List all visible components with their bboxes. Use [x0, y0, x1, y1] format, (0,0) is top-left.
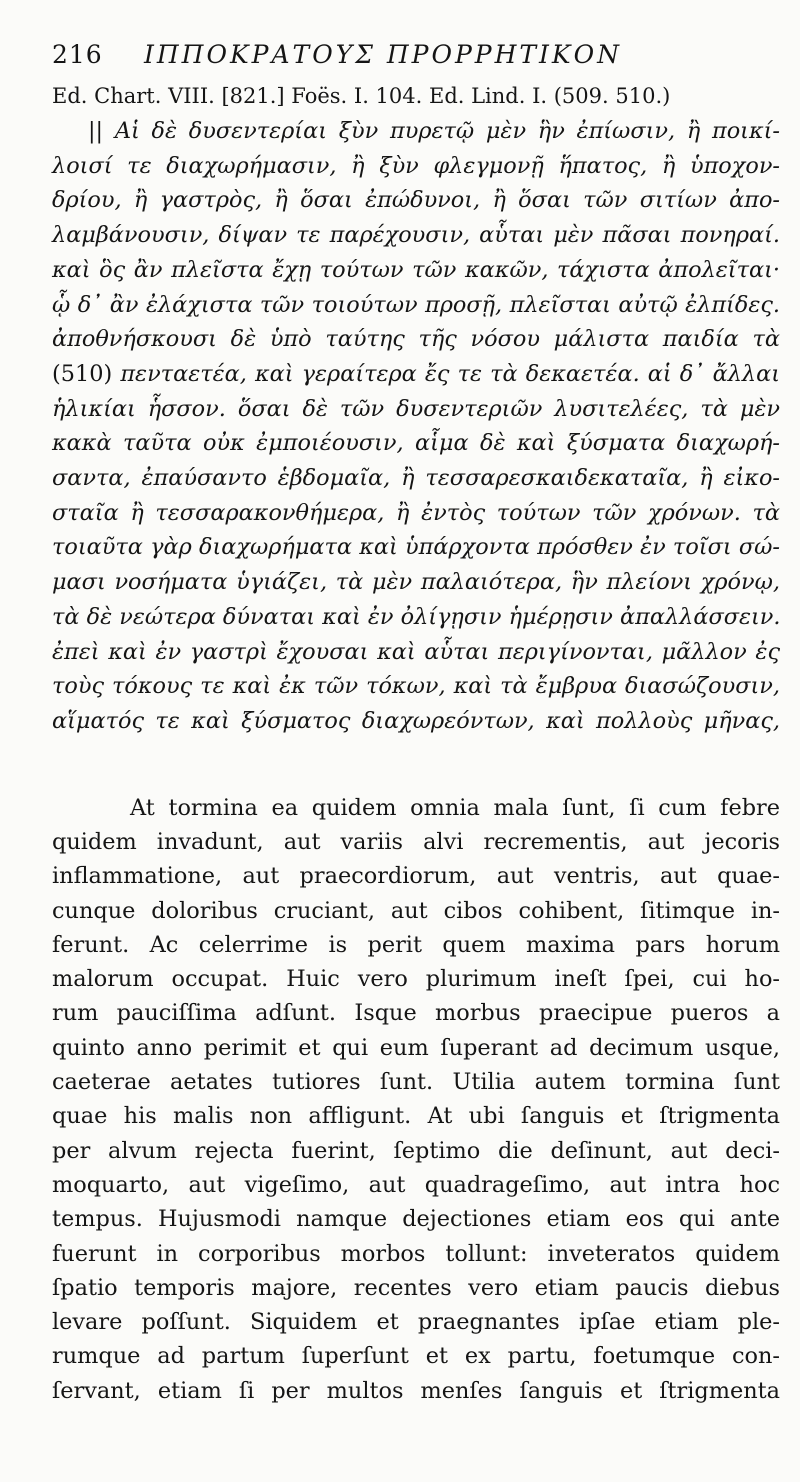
greek-line: τοὺς τόκους τε καὶ ἐκ τῶν τόκων, καὶ τὰ ἔμβρυα διασώζουσιν,	[52, 673, 780, 700]
running-head	[52, 38, 780, 74]
edition-reference-line: Ed. Chart. VIII. [821.] Foës. I. 104. Ed. Lind. I. (509. 510.)	[52, 84, 671, 108]
greek-line: τὰ δὲ νεώτερα δύναται καὶ ἐν ὀλίγῃσιν ἡμέρῃσιν ἀπαλλάσσειν.	[52, 603, 781, 630]
greek-line: λοισί τε διαχωρήμασιν, ἢ ξὺν φλεγμονῇ ἥπατος, ἢ ὑποχον-	[52, 152, 780, 179]
latin-line: malorum occupat. Huic vero plurimum ineſt ſpei, cui ho-	[52, 966, 780, 993]
latin-line: per alvum rejecta fuerint, ſeptimo die deſinunt, aut deci-	[52, 1137, 780, 1164]
greek-line: (510) πενταετέα, καὶ γεραίτερα ἔς τε τὰ δεκαετέα. αἱ δ᾽ ἄλλαι	[52, 360, 780, 387]
greek-line: ἀποθνήσκουσι δὲ ὑπὸ ταύτης τῆς νόσου μάλιστα παιδία τὰ	[52, 326, 780, 353]
latin-line: quinto anno perimit et qui eum ſuperant ad decimum usque,	[52, 1034, 780, 1061]
greek-line: λαμβάνουσιν, δίψαν τε παρέχουσιν, αὗται μὲν πᾶσαι πονηραί.	[52, 222, 780, 249]
latin-line: ſervant, etiam ſi per multos menſes ſanguis et ſtrigmenta	[52, 1377, 780, 1404]
greek-line: αἵματός τε καὶ ξύσματος διαχωρεόντων, καὶ πολλοὺς μῆνας,	[52, 707, 780, 734]
greek-line: ᾧ δ᾽ ἂν ἐλάχιστα τῶν τοιούτων προσῇ, πλεῖσται αὐτῷ ἐλπίδες.	[52, 291, 780, 318]
latin-line: fuerunt in corporibus morbos tollunt: inveteratos quidem	[52, 1240, 780, 1267]
section-marker: ||	[88, 118, 104, 144]
greek-line: || Αἱ δὲ δυσεντερίαι ξὺν πυρετῷ μὲν ἣν ἐπίωσιν, ἢ ποικί-	[88, 118, 780, 144]
latin-line: At tormina ea quidem omnia mala ſunt, ſi cum febre	[130, 794, 780, 821]
greek-text-block	[52, 114, 780, 739]
greek-line: σαντα, ἐπαύσαντο ἑβδομαῖα, ἢ τεσσαρεσκαιδεκαταῖα, ἢ εἰκο-	[52, 465, 780, 492]
line-number-marker: (510)	[52, 360, 113, 387]
latin-line: rumque ad partum ſuperſunt et ex partu, foetumque con-	[52, 1343, 780, 1370]
latin-line: ſpatio temporis majore, recentes vero etiam paucis diebus	[52, 1274, 780, 1301]
latin-line: inflammatione, aut praecordiorum, aut ventris, aut quae-	[52, 863, 780, 890]
latin-line: quidem invadunt, aut variis alvi recrementis, aut jecoris	[52, 828, 780, 855]
greek-line: καὶ ὃς ἂν πλεῖστα ἔχῃ τούτων τῶν κακῶν, τάχιστα ἀπολεῖται·	[52, 256, 780, 283]
latin-line: caeterae aetates tutiores ſunt. Utilia autem tormina ſunt	[52, 1069, 780, 1096]
running-title: ΙΠΠΟΚΡΑΤΟΥΣ ΠΡΟΡΡΗΤΙΚΟΝ	[144, 40, 622, 69]
greek-line: κακὰ ταῦτα οὐκ ἐμποιέουσιν, αἷμα δὲ καὶ ξύσματα διαχωρή-	[52, 430, 780, 457]
latin-line: cunque doloribus cruciant, aut cibos cohibent, ſitimque in-	[52, 897, 780, 924]
greek-line: δρίου, ἢ γαστρὸς, ἢ ὅσαι ἐπώδυνοι, ἢ ὅσαι τῶν σιτίων ἀπο-	[52, 187, 780, 214]
greek-line: μασι νοσήματα ὑγιάζει, τὰ μὲν παλαιότερα, ἣν πλείονι χρόνῳ,	[52, 569, 780, 596]
greek-line: σταῖα ἢ τεσσαρακονθήμερα, ἢ ἐντὸς τούτων τῶν χρόνων. τὰ	[52, 499, 780, 526]
greek-line: ἐπεὶ καὶ ἐν γαστρὶ ἔχουσαι καὶ αὗται περιγίνονται, μᾶλλον ἐς	[52, 638, 780, 665]
latin-line: quae his malis non affligunt. At ubi ſanguis et ſtrigmenta	[52, 1103, 780, 1130]
latin-line: ferunt. Ac celerrime is perit quem maxima pars horum	[52, 931, 780, 958]
latin-line: tempus. Hujusmodi namque dejectiones etiam eos qui ante	[52, 1206, 780, 1233]
latin-text-block	[52, 791, 780, 1408]
greek-line: ἡλικίαι ἧσσον. ὅσαι δὲ τῶν δυσεντεριῶν λυσιτελέες, τὰ μὲν	[52, 395, 780, 422]
latin-line: moquarto, aut vigeſimo, aut quadrageſimo, aut intra hoc	[52, 1171, 780, 1198]
greek-line: τοιαῦτα γὰρ διαχωρήματα καὶ ὑπάρχοντα πρόσθεν ἐν τοῖσι σώ-	[52, 534, 780, 561]
latin-line: levare poſſunt. Siquidem et praegnantes ipſae etiam ple-	[52, 1309, 780, 1336]
page-number: 216	[52, 40, 103, 69]
latin-line: rum pauciſſima adſunt. Isque morbus praecipue pueros a	[52, 1000, 780, 1027]
